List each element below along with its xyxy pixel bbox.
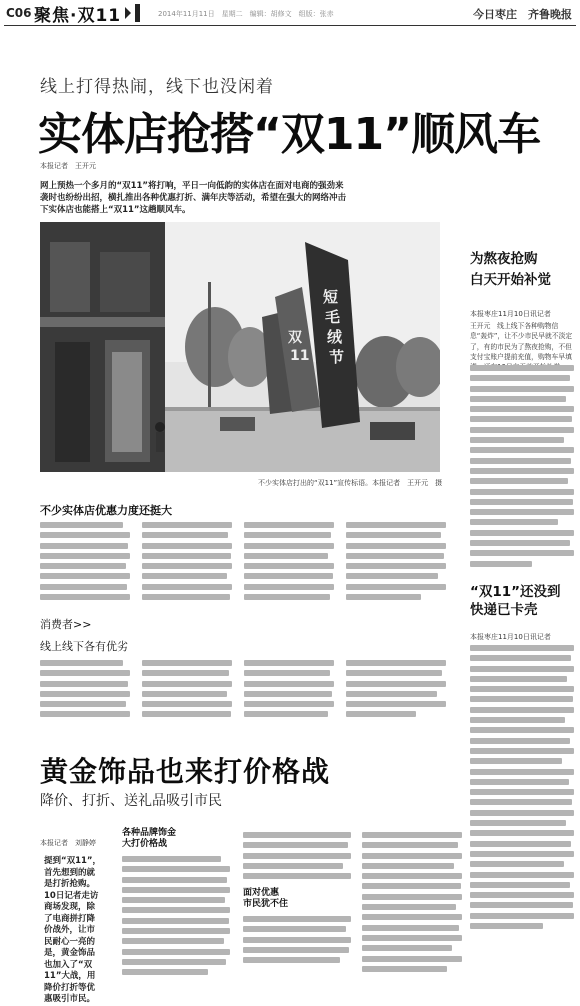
- gold-subhead-1: [122, 828, 176, 850]
- svg-text:双11: 双 11: [288, 330, 310, 364]
- intro-paragraph: 网上预热一个多月的“双11”将打响，平日一向低韵的实体店在面对电商的强劲来袭时也纷纷出招，横扎推出各种优惠打折、满年庆等活动，希望在强大的网络冲击下实体店也能搭上“双11”这趟顺风车。: [40, 181, 347, 215]
- gold-subhead-1-line1: 各种品牌饰金: [122, 828, 177, 838]
- section-title: 聚焦·双11: [34, 5, 122, 26]
- gold-lead-paragraph: 提到“双11”，首先想到的就是打折抢购。10日记者走访商场发现，除了电商拼打降价战外，让市民耐心一亮的是，黄金饰品也加入了“双11”大战，用降价打折等优惠吸引市民。: [44, 856, 102, 1004]
- consumer-column-1: [40, 660, 130, 717]
- sidebar2-title-line1: “双11”还没到: [470, 584, 561, 600]
- sidebar-text: 王开元 线上线下各种购物信息“轰炸”，让不少市民早就不淡定了，有的市民为了熬夜抢购，不但支付宝账户提前充值，购物车早填: [470, 322, 573, 361]
- body-column-4: [346, 522, 446, 600]
- date-line: 2014年11月11日 星期二 编辑：胡修文 组版：张赤: [158, 10, 334, 18]
- consumer-column-4: [346, 660, 446, 717]
- page-number: C06: [6, 6, 32, 20]
- sidebar-byline: 本报枣庄11月10日讯记者: [470, 310, 551, 318]
- sidebar2-byline: 本报枣庄11月10日讯记者: [470, 633, 551, 641]
- subhead-discount: 不少实体店优惠力度还挺大: [40, 504, 172, 517]
- body-column-1: [40, 522, 130, 600]
- gold-column-2: [122, 856, 230, 975]
- body-column-3: [244, 522, 334, 600]
- consumer-subhead: 线上线下各有优劣: [40, 640, 128, 653]
- body-column-2: [142, 522, 232, 600]
- gold-column-3-bottom: [243, 916, 351, 963]
- gold-subhead-1-line2: 大打价格战: [122, 839, 168, 849]
- gold-subhead-2: [243, 888, 288, 910]
- section-bar-icon: [135, 4, 140, 22]
- svg-text:短毛绒节: 短毛绒节: [323, 288, 345, 366]
- byline: 本报记者 王开元: [40, 162, 96, 170]
- sidebar-title-line2: 白天开始补觉: [470, 272, 551, 288]
- gold-column-4: [362, 832, 462, 972]
- kicker: 线上打得热闹，线下也没闲着: [40, 77, 274, 97]
- consumer-column-2: [142, 660, 232, 717]
- news-photo: [40, 222, 440, 472]
- header-rule: [4, 25, 576, 26]
- gold-column-3-top: [243, 832, 351, 879]
- photo-caption: 不少实体店打出的“双11”宣传标语。本报记者 王开元 摄: [258, 479, 443, 487]
- section-header: [34, 2, 140, 24]
- consumer-label: 消费者>>: [40, 618, 92, 631]
- gold-subhead-2-line2: 市民犹不住: [243, 899, 289, 909]
- section-arrow-icon: [125, 7, 131, 19]
- gold-byline: 本报记者 刘静婷: [40, 839, 96, 847]
- masthead: 今日枣庄 齐鲁晚报: [473, 8, 572, 21]
- sidebar2-text-lines: [470, 645, 574, 929]
- sidebar-text-lines: [470, 365, 574, 567]
- street-photo-illustration: [40, 222, 440, 472]
- consumer-column-3: [244, 660, 334, 717]
- sidebar2-title-line2: 快递已卡壳: [470, 602, 538, 618]
- gold-headline: 黄金饰品也来打价格战: [40, 755, 331, 788]
- gold-deck: 降价、打折、送礼品吸引市民: [40, 793, 222, 809]
- sidebar-title-line1: 为熬夜抢购: [470, 251, 538, 267]
- gold-subhead-2-line1: 面对优惠: [243, 888, 280, 898]
- headline: 实体店抢搭“双11”顺风车: [38, 109, 541, 160]
